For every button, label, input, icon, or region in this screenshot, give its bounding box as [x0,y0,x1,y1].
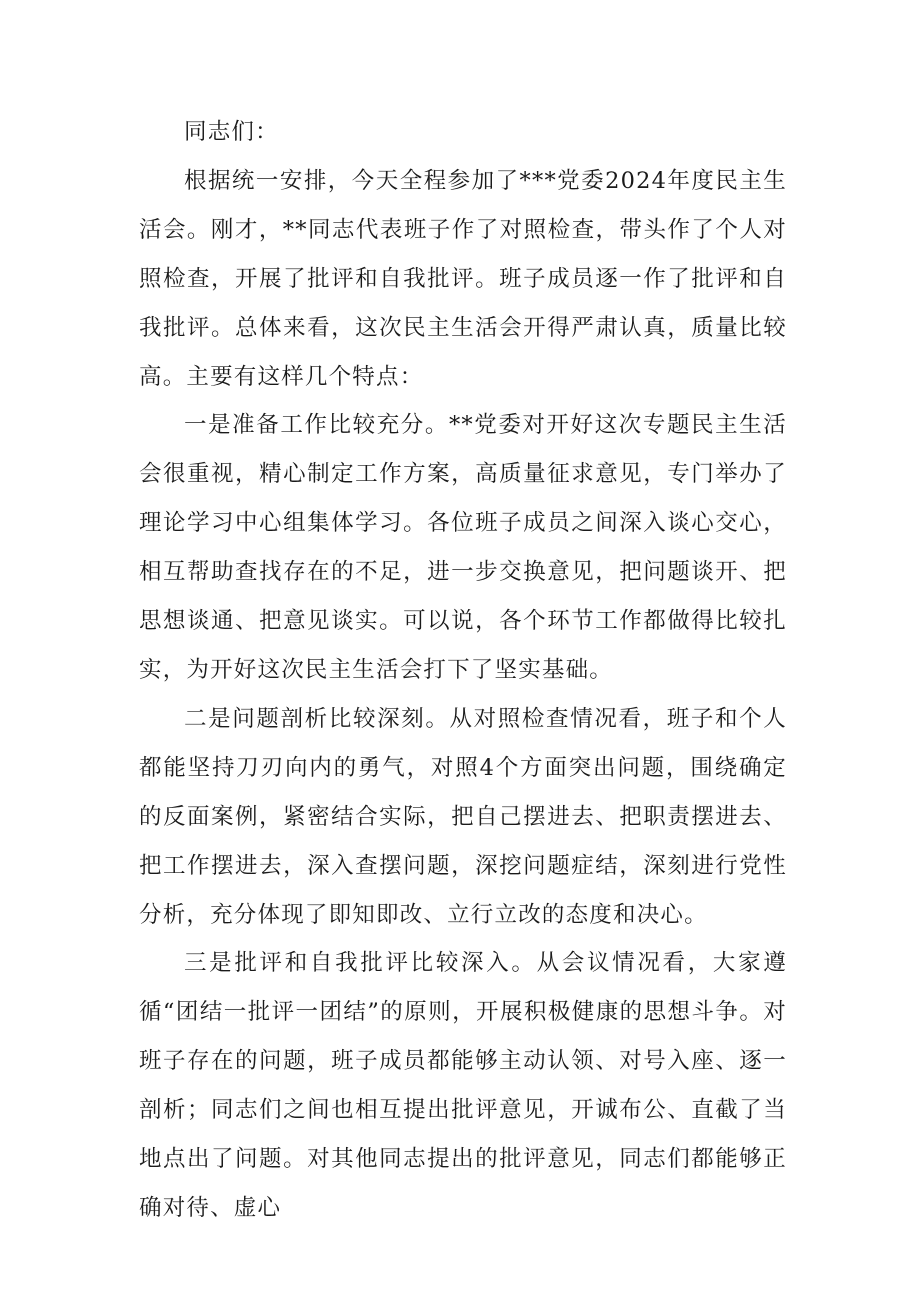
point-one-paragraph: 一是准备工作比较充分。**党委对开好这次专题民主生活会很重视，精心制定工作方案，高质量征求意见，专门举办了理论学习中心组集体学习。各位班子成员之间深入谈心交心，相互帮助查找存在的不足，进一步交换意见，把问题谈开、把思想谈通、把意见谈实。可以说，各个环节工作都做得比较扎实，为开好这次民主生活会打下了坚实基础。 [139,412,787,683]
point-two-paragraph: 二是问题剖析比较深刻。从对照检查情况看，班子和个人都能坚持刀刃向内的勇气，对照4个方面突出问题，围绕确定的反面案例，紧密结合实际，把自己摆进去、把职责摆进去、把工作摆进去，深入查摆问题，深挖问题症结，深刻进行党性分析，充分体现了即知即改、立行立改的态度和决心。 [139,705,787,928]
point-three-paragraph: 三是批评和自我批评比较深入。从会议情况看，大家遵循“团结一批评一团结”的原则，开展积极健康的思想斗争。对班子存在的问题，班子成员都能够主动认领、对号入座、逐一剖析；同志们之间也相互提出批评意见，开诚布公、直截了当地点出了问题。对其他同志提出的批评意见，同志们都能够正确对待、虚心 [139,950,787,1221]
salutation-paragraph: 同志们： [184,119,279,145]
intro-paragraph: 根据统一安排，今天全程参加了***党委2024年度民主生活会。刚才，**同志代表班子作了对照检查，带头作了个人对照检查，开展了批评和自我批评。班子成员逐一作了批评和自我批评。总体来看，这次民主生活会开得严肃认真，质量比较高。主要有这样几个特点： [139,167,787,390]
speech-body [139,108,787,1233]
